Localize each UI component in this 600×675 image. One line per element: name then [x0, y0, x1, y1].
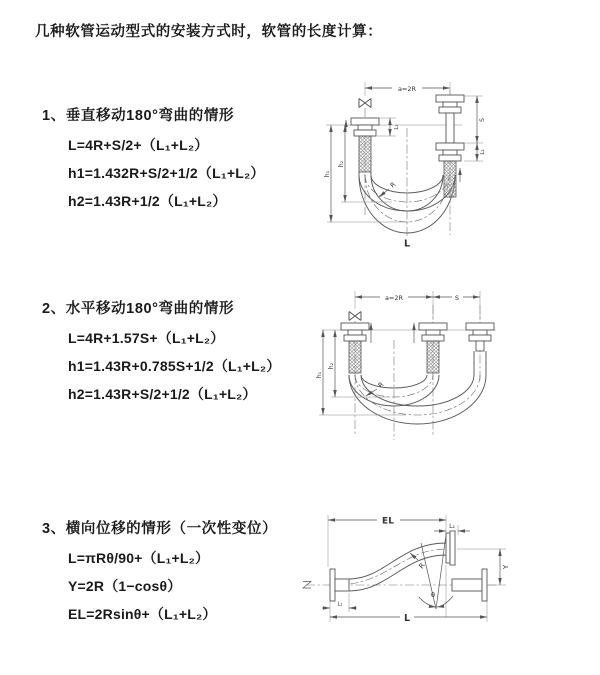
hose-s-curve — [335, 543, 446, 591]
braided-section — [444, 161, 456, 197]
dim-label-y: Y — [502, 564, 510, 570]
formula-h2: h2=1.43R+1/2（L₁+L₂） — [68, 193, 227, 209]
formula-Y: Y=2R（1−cosθ） — [68, 578, 182, 594]
section-1-heading: 1、垂直移动180°弯曲的情形 — [42, 108, 235, 124]
diagram-vertical-bend — [310, 70, 600, 260]
dim-label-el: EL — [382, 516, 394, 527]
dim-label-a2r: a=2R — [397, 85, 417, 93]
upper-flange — [446, 531, 455, 565]
radius-callout — [366, 380, 386, 396]
section-3-heading: 3、横向位移的情形（一次性变位） — [42, 521, 278, 537]
left-pipe-fitting — [341, 323, 371, 373]
braided-section — [359, 136, 371, 172]
formula-L: L=4R+1.57S+（L₁+L₂） — [68, 330, 225, 346]
dim-label-theta: θ — [431, 591, 435, 599]
dim-label-h2: h₂ — [338, 160, 345, 168]
dimension-a2R — [365, 82, 450, 96]
dim-label-a2r: a=2R — [384, 294, 404, 302]
dim-label-s: S — [479, 118, 486, 122]
braided-section — [427, 341, 439, 373]
formula-EL: EL=2Rsinθ+（L₁+L₂） — [68, 606, 217, 622]
dim-label-L: L — [403, 238, 411, 250]
radius-callout — [379, 180, 398, 197]
dimension-S — [464, 96, 486, 143]
section-vertical-movement — [42, 104, 265, 215]
left-flange — [330, 569, 349, 601]
dimension-L1 — [377, 118, 400, 136]
dimension-S — [433, 294, 480, 303]
formula-h1: h1=1.432R+S/2+1/2（L₁+L₂） — [68, 165, 265, 181]
hose-arcs — [349, 351, 486, 424]
dim-label-r: R — [376, 380, 386, 390]
formula-h2: h2=1.43R+S/2+1/2（L₁+L₂） — [68, 386, 257, 402]
section-2-heading: 2、水平移动180°弯曲的情形 — [42, 301, 235, 317]
diagram-lateral-displacement — [300, 505, 600, 650]
dim-label-r: R — [388, 180, 398, 190]
dim-label-l1: L₁ — [394, 124, 400, 130]
braided-section — [349, 341, 361, 373]
dim-label-s: S — [454, 294, 460, 302]
section-horizontal-movement — [42, 297, 281, 408]
right-pipe-fitting — [466, 323, 494, 351]
dim-label-h1: h₁ — [324, 170, 331, 178]
dimension-L — [330, 601, 487, 624]
dimension-L1 — [322, 593, 357, 612]
valve-icon — [349, 312, 361, 321]
formula-h1: h1=1.43R+0.785S+1/2（L₁+L₂） — [68, 358, 281, 374]
dim-label-l2: L₂ — [449, 523, 455, 530]
formula-L: L=πRθ/90+（L₁+L₂） — [68, 550, 210, 566]
dim-label-L: L — [403, 613, 411, 624]
left-pipe-fitting — [346, 118, 379, 172]
formula-L: L=4R+S/2+（L₁+L₂） — [68, 137, 209, 153]
dim-label-r: R — [417, 561, 427, 571]
page-title: 几种软管运动型式的安装方式时，软管的长度计算： — [35, 24, 383, 40]
diagram-horizontal-bend — [310, 285, 600, 470]
dim-label-l1: L₁ — [337, 601, 343, 608]
dimension-L2 — [464, 143, 486, 161]
middle-pipe-fitting — [414, 323, 447, 373]
valve-icon — [359, 99, 371, 108]
dim-label-h1: h₁ — [316, 371, 323, 379]
section-lateral-displacement — [42, 517, 277, 628]
dim-label-l2: L₂ — [480, 149, 486, 155]
original-position-pipe — [452, 569, 487, 601]
dim-label-h2: h₂ — [328, 362, 335, 370]
dimension-EL — [328, 515, 446, 567]
